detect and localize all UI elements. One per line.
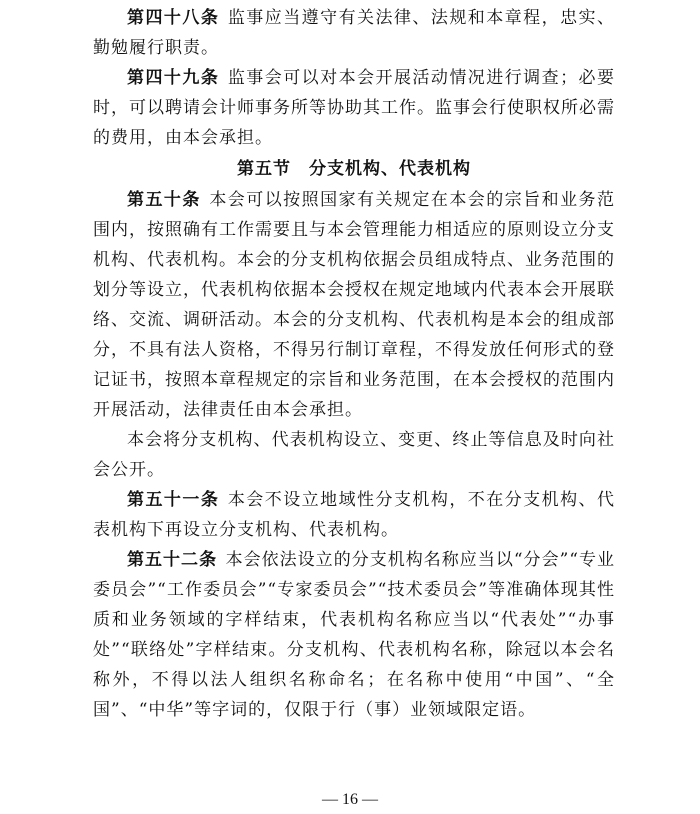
article-48 xyxy=(93,3,615,63)
article-text: 监事会可以对本会开展活动情况进行调查；必要时，可以聘请会计师事务所等协助其工作。监事会行使职权所必需的费用，由本会承担。 xyxy=(93,68,616,148)
article-label: 第五十条 xyxy=(127,190,201,210)
article-text: 本会不设立地域性分支机构，不在分支机构、代表机构下再设立分支机构、代表机构。 xyxy=(93,490,616,540)
article-label: 第四十八条 xyxy=(127,8,220,28)
article-text: 本会依法设立的分支机构名称应当以“分会”“专业委员会”“工作委员会”“专家委员会”“技术委员会”等准确体现其性质和业务领域的字样结束，代表机构名称应当以“代表处”“办事处”“联络处”字样结束。分支机构、代表机构名称，除冠以本会名称外，不得以法人组织名称命名；在名称中使用“中国”、“全国”、“中华”等字词的，仅限于行（事）业领域限定语。 xyxy=(93,550,616,720)
article-49 xyxy=(93,63,615,153)
article-text: 监事应当遵守有关法律、法规和本章程，忠实、勤勉履行职责。 xyxy=(93,8,616,58)
page-number: — 16 — xyxy=(322,791,378,808)
article-label: 第五十一条 xyxy=(127,490,220,510)
article-52 xyxy=(93,545,615,725)
article-label: 第四十九条 xyxy=(127,68,220,88)
article-text: 本会可以按照国家有关规定在本会的宗旨和业务范围内，按照确有工作需要且与本会管理能力相适应的原则设立分支机构、代表机构。本会的分支机构依据会员组成特点、业务范围的划分等设立，代表机构依据本会授权在规定地域内代表本会开展联络、交流、调研活动。本会的分支机构、代表机构是本会的组成部分，不具有法人资格，不得另行制订章程，不得发放任何形式的登记证书，按照本章程规定的宗旨和业务范围，在本会授权的范围内开展活动，法律责任由本会承担。 xyxy=(93,190,616,420)
article-label: 第五十二条 xyxy=(127,550,218,570)
section-title: 第五节 分支机构、代表机构 xyxy=(237,159,471,179)
article-50-paragraph-2 xyxy=(93,425,615,485)
article-text: 本会将分支机构、代表机构设立、变更、终止等信息及时向社会公开。 xyxy=(93,430,615,480)
article-51 xyxy=(93,485,615,545)
document-page xyxy=(93,3,615,725)
article-50 xyxy=(93,185,615,425)
